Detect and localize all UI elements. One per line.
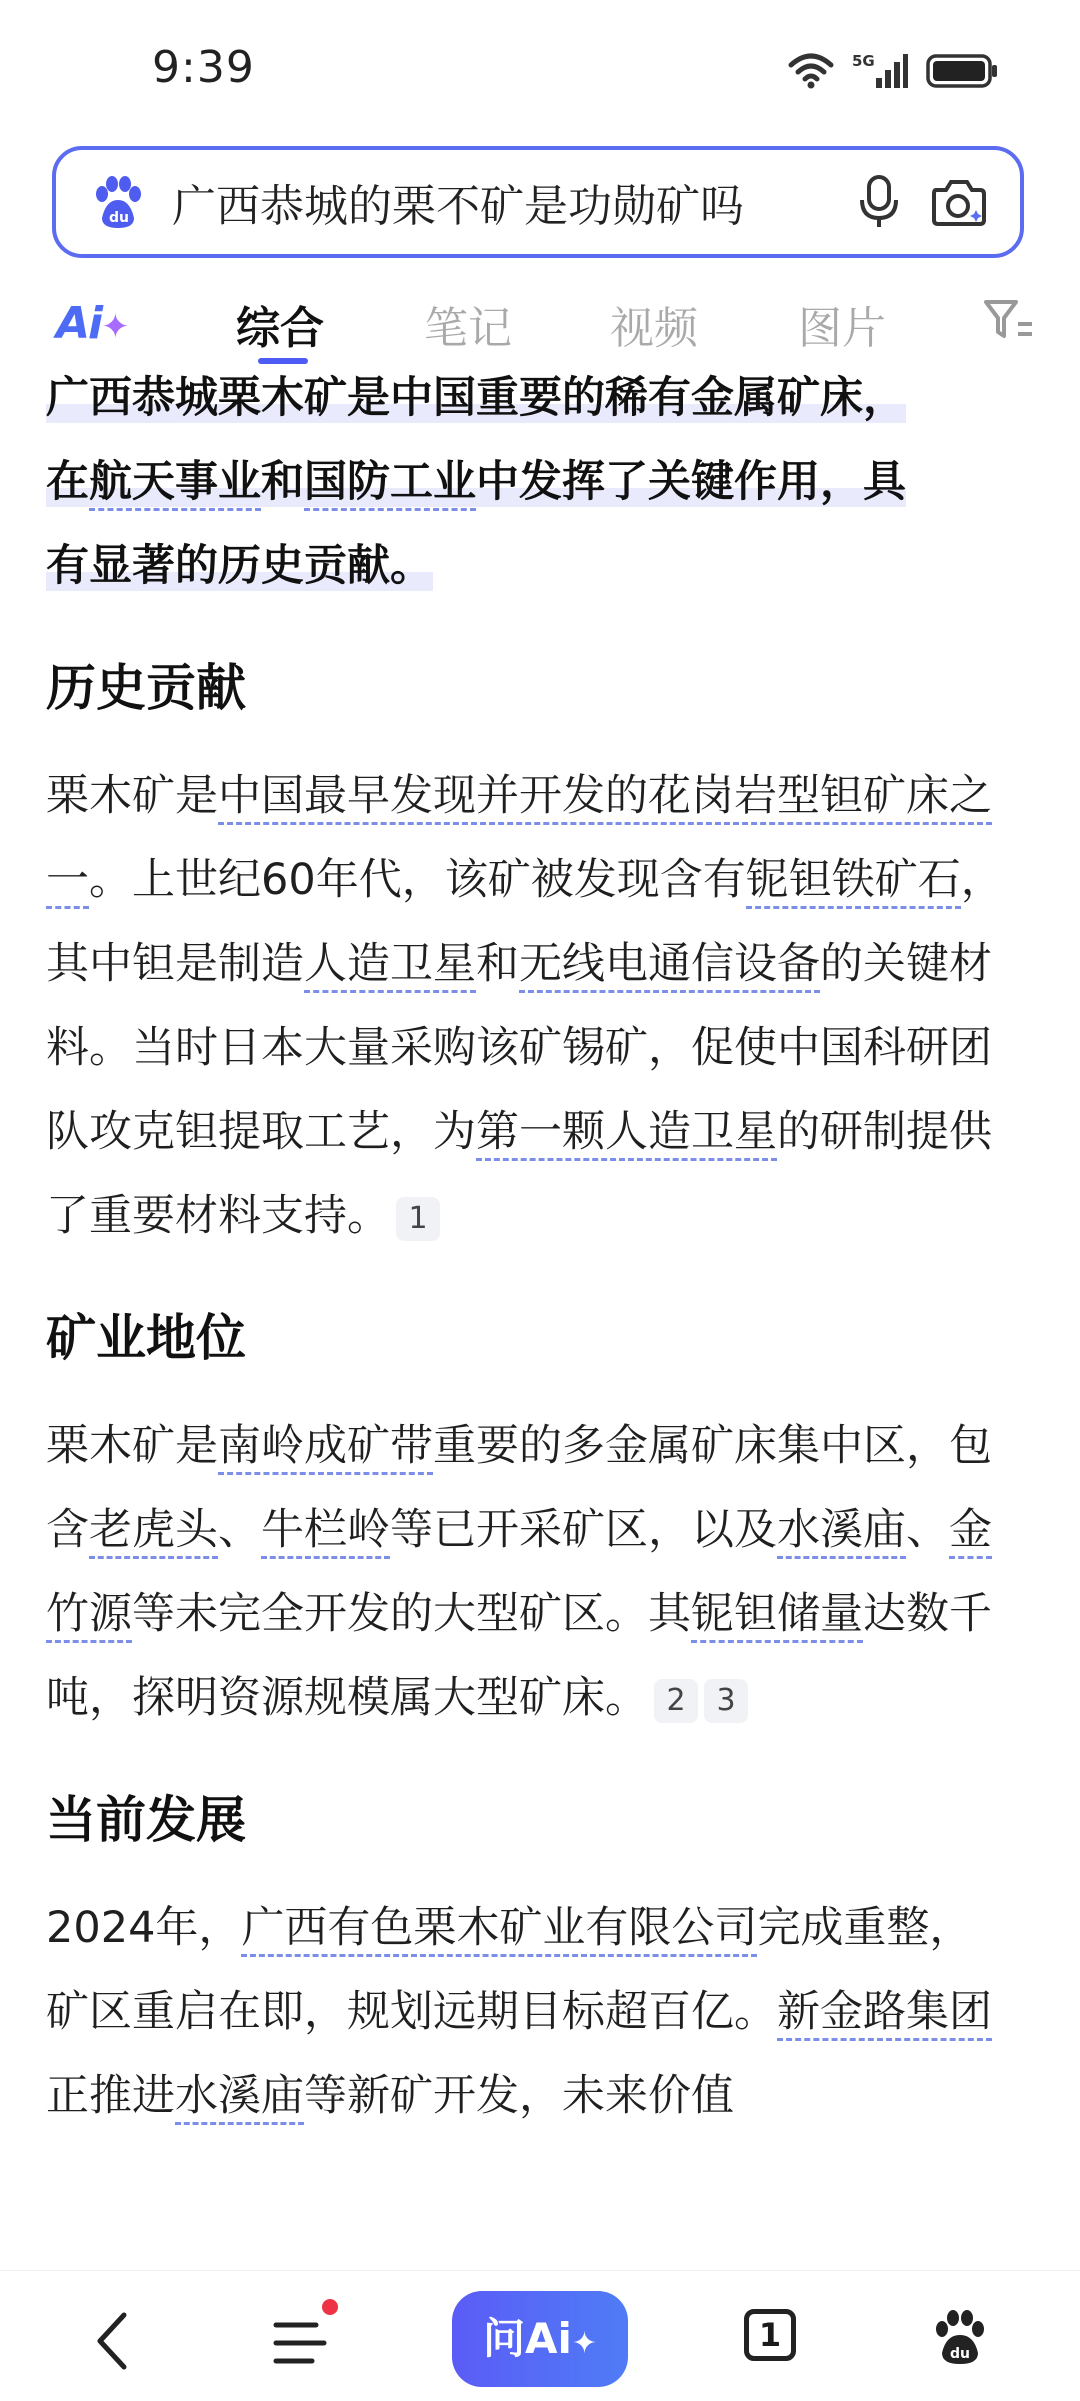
body-text: 。上世纪60年代，该矿被发现含有 — [89, 855, 746, 905]
body-text: 栗木矿是 — [46, 1421, 218, 1471]
summary-text: 在 — [46, 457, 89, 507]
body-text: 的研制提供了重要材料支持。 — [46, 1107, 992, 1241]
citation-badge[interactable]: 1 — [396, 1197, 440, 1241]
entity-link[interactable]: 广西有色栗木矿业有限公司 — [241, 1903, 757, 1957]
summary-text: 中发挥了关键作用，具 — [476, 457, 906, 507]
body-text: 的关键材料。当时日本大量采购该矿锡矿，促使中国科研团队攻克钽提取工艺，为 — [46, 939, 992, 1157]
entity-link[interactable]: 金竹源 — [46, 1505, 992, 1643]
body-text: 等已开采矿区，以及 — [390, 1505, 777, 1555]
body-text: 完成重整，矿区重启在即，规划远期目标超百亿。 — [46, 1903, 973, 2037]
entity-link[interactable]: 第一颗人造卫星 — [476, 1107, 777, 1161]
ai-answer-content — [46, 356, 1006, 2138]
ai-tab-label: Ai — [56, 298, 102, 349]
sparkle-icon: ✦ — [101, 307, 128, 347]
entity-link[interactable]: 国防工业 — [304, 457, 476, 511]
tab-videos[interactable]: 视频 — [610, 303, 698, 354]
summary-text: 和 — [261, 457, 304, 507]
entity-link[interactable]: 新金路集团 — [777, 1987, 992, 2041]
body-text: 等新矿开发，未来价值 — [304, 2071, 734, 2121]
network-label: 5G — [852, 52, 875, 70]
wifi-icon — [788, 53, 834, 89]
body-text: 等未完全开发的大型矿区。其 — [132, 1589, 691, 1639]
tab-count-button[interactable] — [744, 2309, 796, 2361]
entity-link[interactable]: 无线电通信设备 — [519, 939, 820, 993]
camera-search-icon[interactable] — [930, 176, 988, 228]
menu-icon[interactable] — [272, 2319, 328, 2367]
microphone-icon[interactable] — [858, 174, 900, 230]
tab-notes[interactable]: 笔记 — [424, 303, 512, 354]
entity-link[interactable]: 水溪庙 — [175, 2071, 304, 2125]
current-paragraph — [46, 1886, 1006, 2138]
entity-link[interactable]: 铌钽储量 — [691, 1589, 863, 1643]
bottom-navigation — [0, 2270, 1080, 2401]
ask-ai-button[interactable] — [452, 2291, 628, 2387]
tab-images[interactable]: 图片 — [798, 303, 886, 354]
status-bar — [0, 0, 1080, 140]
body-text: 栗木矿是 — [46, 771, 218, 821]
search-box[interactable] — [52, 146, 1024, 258]
signal-5g-icon — [852, 52, 908, 90]
tab-count: 1 — [758, 2316, 782, 2354]
battery-icon — [926, 53, 1000, 89]
entity-link[interactable]: 南岭成矿带 — [218, 1421, 433, 1475]
baidu-home-icon[interactable] — [930, 2307, 990, 2367]
filter-icon[interactable] — [982, 298, 1034, 344]
answer-summary — [46, 356, 1006, 608]
body-text: 正推进 — [46, 2071, 175, 2121]
result-tabs — [0, 278, 1080, 358]
svg-text:du: du — [950, 2346, 970, 2362]
sparkle-icon: ✦ — [571, 2326, 598, 2361]
summary-text: 广西恭城栗木矿是中国重要的稀有金属矿床， — [46, 373, 906, 423]
citation-badge[interactable]: 3 — [704, 1679, 748, 1723]
body-text: 和 — [476, 939, 519, 989]
body-text: 、 — [218, 1505, 261, 1555]
ai-tab[interactable] — [56, 298, 128, 349]
mining-paragraph — [46, 1404, 1006, 1740]
body-text: ，其中钽是制造 — [46, 855, 1004, 989]
entity-link[interactable]: 牛栏岭 — [261, 1505, 390, 1559]
citation-badge[interactable]: 2 — [654, 1679, 698, 1723]
entity-link[interactable]: 铌钽铁矿石 — [746, 855, 961, 909]
entity-link[interactable]: 航天事业 — [89, 457, 261, 511]
history-paragraph — [46, 754, 1006, 1258]
body-text: 重要的多金属矿床集中区，包含 — [46, 1421, 992, 1555]
svg-text:du: du — [109, 210, 129, 226]
section-heading-mining: 矿业地位 — [46, 1309, 246, 1367]
body-text: 、 — [906, 1505, 949, 1555]
entity-link[interactable]: 人造卫星 — [304, 939, 476, 993]
body-text: 2024年， — [46, 1903, 242, 1953]
summary-text: 有显著的历史贡献。 — [46, 541, 433, 591]
section-heading-history: 历史贡献 — [46, 659, 246, 717]
status-time: 9:39 — [152, 42, 255, 93]
section-heading-current: 当前发展 — [46, 1791, 246, 1849]
tab-comprehensive[interactable]: 综合 — [236, 303, 324, 354]
entity-link[interactable]: 水溪庙 — [777, 1505, 906, 1559]
notification-dot — [322, 2299, 338, 2315]
body-text: 达数千吨，探明资源规模属大型矿床。 — [46, 1589, 992, 1723]
ask-ai-label: 问Ai — [482, 2314, 572, 2363]
search-input[interactable]: 广西恭城的栗不矿是功勋矿吗 — [172, 181, 744, 232]
entity-link[interactable]: 老虎头 — [89, 1505, 218, 1559]
status-icons — [788, 52, 1000, 90]
baidu-paw-icon — [88, 172, 148, 232]
back-arrow-icon[interactable] — [92, 2311, 132, 2371]
entity-link[interactable]: 中国最早发现并开发的花岗岩型钽矿床之一 — [46, 771, 992, 909]
